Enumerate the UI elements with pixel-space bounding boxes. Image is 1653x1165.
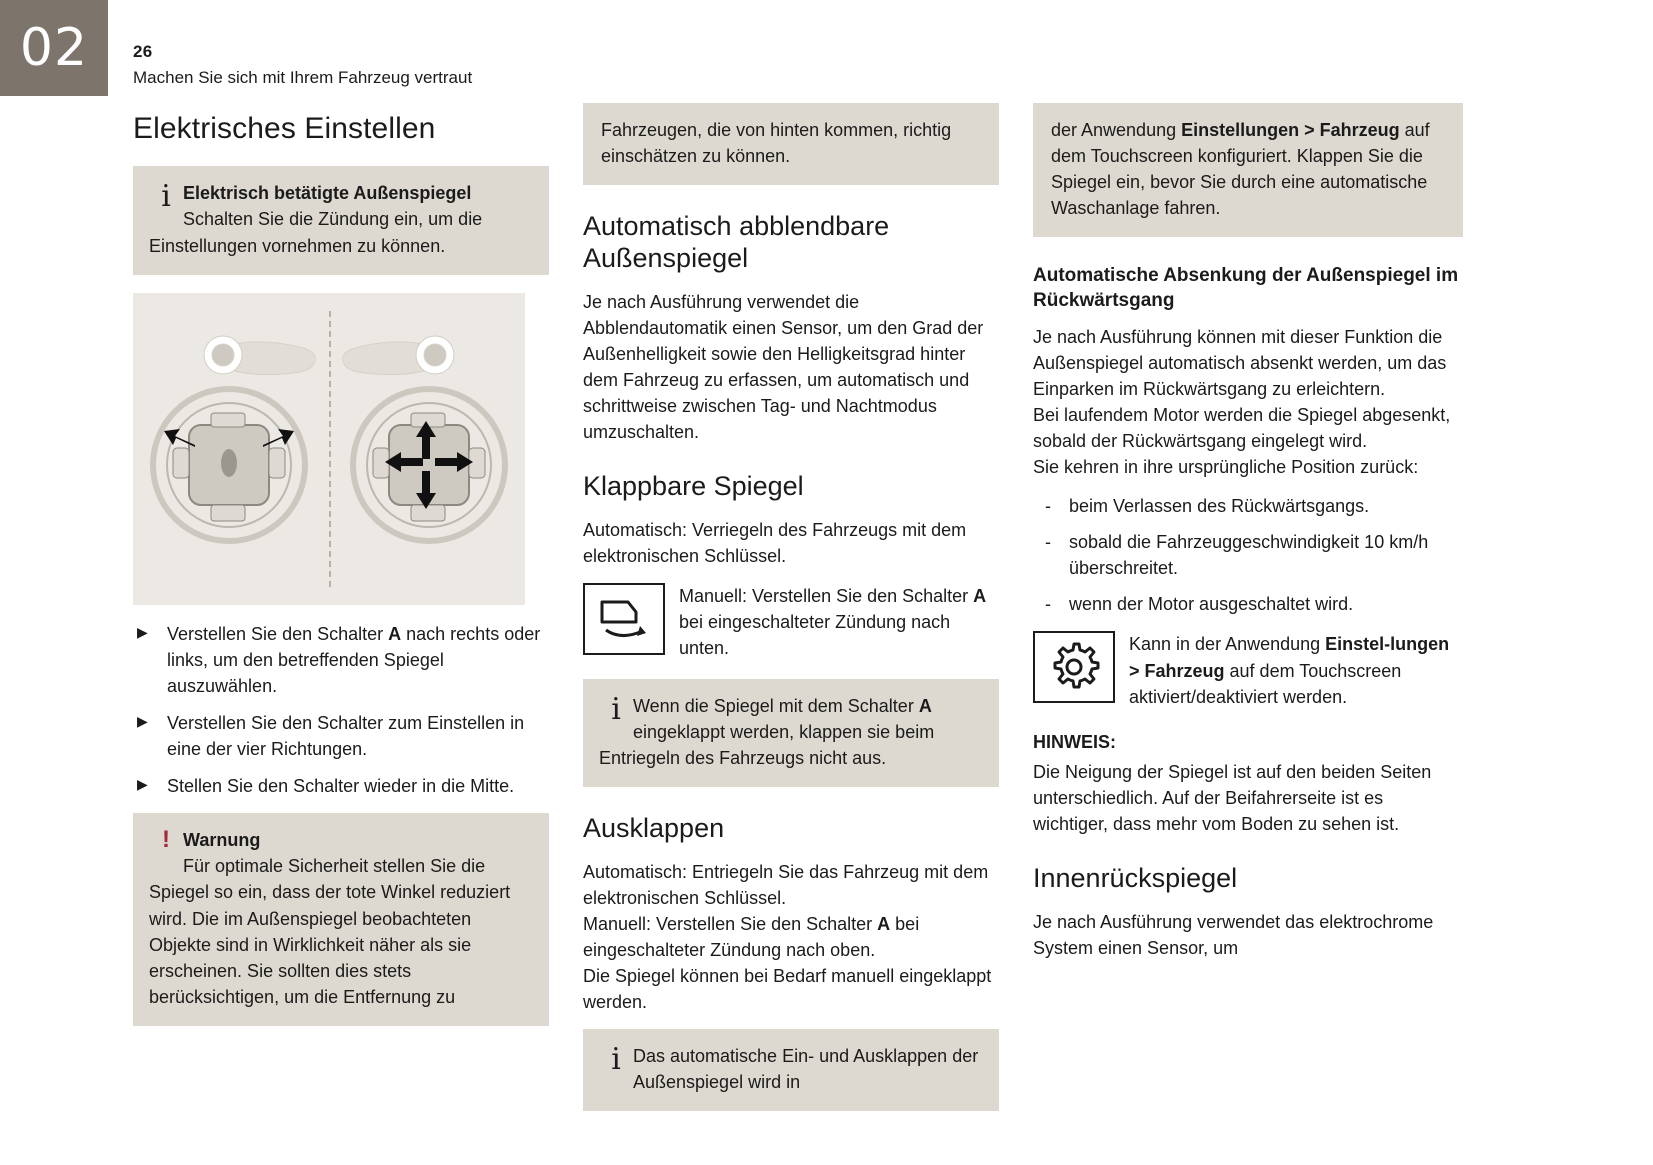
paragraph-folding-auto: Automatisch: Verriegeln des Fahrzeugs mit dem elektronischen Schlüssel. [583, 520, 967, 567]
continuation-block-col2: Fahrzeugen, die von hinten kommen, richtig einschätzen zu können. [583, 103, 999, 185]
paragraph-unfold-auto: Automatisch: Entriegeln Sie das Fahrzeug mit dem elektronischen Schlüssel. [583, 861, 989, 909]
paragraph-unfold-manual: Manuell: Verstellen Sie den Schalter A bei eingeschalteter Zündung nach oben. [583, 914, 920, 961]
mirror-fold-icon [583, 583, 665, 655]
section-heading-folding-mirrors: Klappbare Spiegel [583, 471, 804, 502]
mirror-fold-glyph [596, 596, 652, 642]
manual-fold-instruction [583, 583, 999, 661]
paragraph-interior-mirror: Je nach Ausführung verwendet das elektrochrome System einen Sensor, um [1033, 911, 1434, 958]
settings-activation-instruction [1033, 631, 1463, 709]
info-icon: i [611, 691, 621, 727]
adjust-steps-list [133, 621, 549, 800]
chapter-tab [0, 0, 108, 96]
list-item: - wenn der Motor ausgeschaltet wird. [1033, 591, 1463, 617]
page-columns [133, 103, 1550, 1129]
paragraph-unfold-note: Die Spiegel können bei Bedarf manuell eingeklappt werden. [583, 966, 992, 1013]
warning-box-text: Für optimale Sicherheit stellen Sie die Spiegel so ein, dass der tote Winkel reduziert wird. Die im Außenspiegel beobachteten Objekte sind in Wirklichkeit näher als sie erscheinen. Sie sollten dies stets berücksichtigen, um die Entfernung zu [149, 856, 511, 1007]
column-3 [1033, 103, 1463, 1129]
section-heading-auto-dimming: Automatisch abblendbare Außenspiegel [583, 211, 890, 274]
manual-fold-text: Manuell: Verstellen Sie den Schalter A bei eingeschalteter Zündung nach unten. [679, 585, 987, 658]
page-header [133, 42, 472, 88]
section-heading-unfolding: Ausklappen [583, 813, 725, 844]
column-2 [583, 103, 999, 1129]
info-icon: i [161, 179, 171, 215]
section-heading-reverse-tilt: Automatische Absenkung der Außenspiegel im Rückwärtsgang [1033, 265, 1459, 312]
warning-box-title: Warnung [183, 830, 261, 851]
section-heading-electric-adjust: Elektrisches Einstellen [133, 112, 436, 145]
list-item: - sobald die Fahrzeuggeschwindigkeit 10 km/h überschreitet. [1033, 529, 1463, 581]
list-item: ▶ Verstellen Sie den Schalter zum Einstellen in eine der vier Richtungen. [133, 710, 549, 762]
chapter-number: 02 [19, 18, 89, 78]
column-1 [133, 103, 549, 1129]
section-heading-interior-mirror: Innenrückspiegel [1033, 863, 1238, 894]
page-subtitle: Machen Sie sich mit Ihrem Fahrzeug vertraut [133, 68, 473, 87]
paragraph-reverse-3: Sie kehren in ihre ursprüngliche Position zurück: [1033, 457, 1419, 477]
info-icon: i [611, 1041, 621, 1077]
list-item: ▶ Stellen Sie den Schalter wieder in die Mitte. [133, 773, 549, 799]
note-text: Die Neigung der Spiegel ist auf den beiden Seiten unterschiedlich. Auf der Beifahrerseite ist es wichtiger, dass mehr vom Boden zu sehen ist. [1033, 761, 1432, 834]
paragraph-reverse-2: Bei laufendem Motor werden die Spiegel abgesenkt, sobald der Rückwärtsgang eingelegt wird. [1033, 404, 1451, 451]
info-box-bottom-text: Das automatische Ein- und Ausklappen der Außenspiegel wird in [633, 1045, 979, 1092]
gear-glyph [1047, 640, 1101, 694]
paragraph-auto-dimming: Je nach Ausführung verwendet die Abblendautomatik einen Sensor, um den Grad der Außenhelligkeit sowie den Helligkeitsgrad hinter dem Fahrzeug zu erfassen, um automatisch und schrittweise zwischen Tag- und Nachtmodus umzuschalten. [583, 291, 984, 443]
figure-divider [329, 311, 331, 587]
gear-icon [1033, 631, 1115, 703]
warning-box-mirror-safety [133, 813, 549, 1026]
mirror-adjust-switch-illustration [133, 293, 525, 605]
info-box-folding: i Wenn die Spiegel mit dem Schalter A eingeklappt werden, klappen sie beim Entriegeln des Fahrzeugs nicht aus. [583, 679, 999, 787]
info-box-electric-mirrors [133, 166, 549, 274]
info-box-title: Elektrisch betätigte Außenspiegel [183, 183, 472, 204]
reverse-return-conditions-list [1033, 493, 1463, 617]
note-label: HINWEIS: [1033, 731, 1116, 752]
info-box-text: Schalten Sie die Zündung ein, um die Einstellungen vornehmen zu können. [149, 209, 483, 256]
list-item: ▶ Verstellen Sie den Schalter A nach rechts oder links, um den betreffenden Spiegel auszuwählen. [133, 621, 549, 699]
warning-icon: ! [162, 826, 170, 854]
paragraph-reverse-1: Je nach Ausführung können mit dieser Funktion die Außenspiegel automatisch absenkt werden, um das Einparken im Rückwärtsgang zu erleichtern. [1033, 326, 1447, 399]
settings-activation-text: Kann in der Anwendung Einstel-lungen > Fahrzeug auf dem Touchscreen aktiviert/deaktiviert werden. [1129, 634, 1450, 707]
continuation-block-col3: der Anwendung Einstellungen > Fahrzeug auf dem Touchscreen konfiguriert. Klappen Sie die Spiegel ein, bevor Sie durch eine automatische Waschanlage fahren. [1033, 103, 1463, 237]
list-item: - beim Verlassen des Rückwärtsgangs. [1033, 493, 1463, 519]
info-box-auto-fold-config [583, 1029, 999, 1111]
page-number: 26 [133, 42, 153, 61]
